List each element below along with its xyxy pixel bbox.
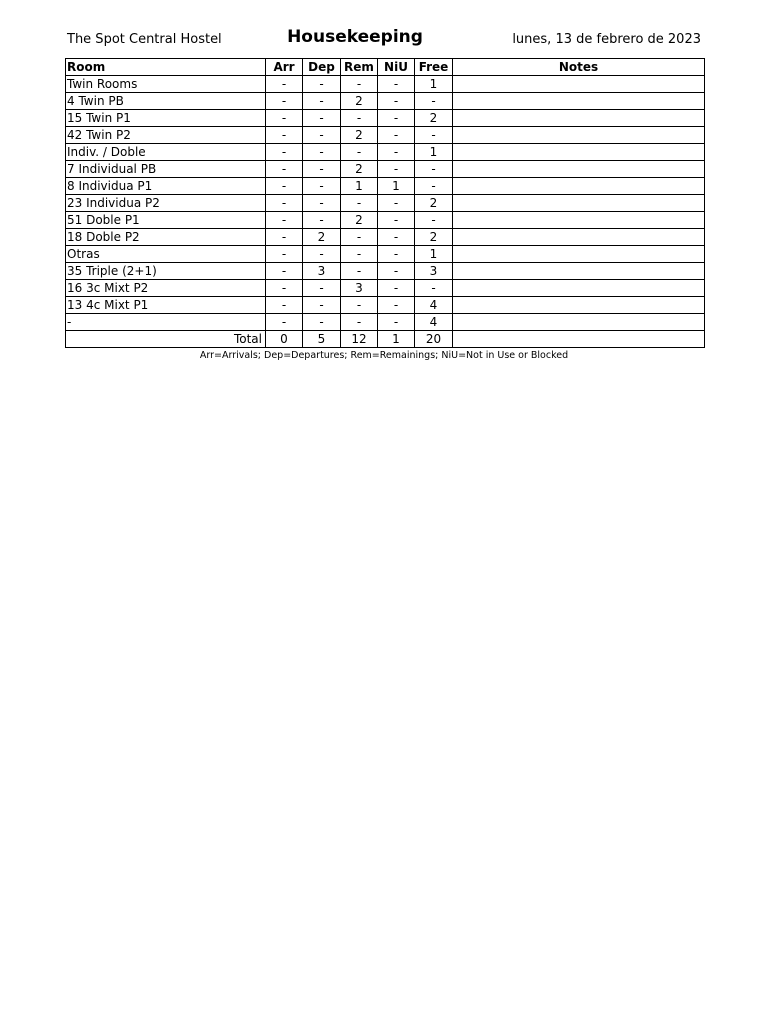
dep-cell: - [303,314,341,331]
dep-cell: - [303,161,341,178]
room-cell: Twin Rooms [66,76,266,93]
table-row [66,263,705,280]
table-row [66,314,705,331]
rem-cell: 3 [341,280,378,297]
rem-cell: - [341,110,378,127]
niu-cell: - [378,246,415,263]
table-row [66,161,705,178]
free-cell: 4 [415,297,453,314]
table-row [66,297,705,314]
free-cell: 1 [415,76,453,93]
notes-cell [453,178,705,195]
niu-cell: - [378,195,415,212]
niu-cell: - [378,161,415,178]
rem-cell: - [341,297,378,314]
column-header-free: Free [415,59,453,76]
room-cell: Otras [66,246,266,263]
rem-cell: - [341,229,378,246]
arr-cell: - [266,246,303,263]
free-cell: 1 [415,144,453,161]
table-row [66,178,705,195]
arr-cell: - [266,195,303,212]
dep-cell: - [303,144,341,161]
rem-cell: - [341,195,378,212]
column-header-notes: Notes [453,59,705,76]
free-cell: - [415,178,453,195]
dep-cell: - [303,297,341,314]
notes-cell [453,144,705,161]
free-cell: 2 [415,229,453,246]
rem-cell: 2 [341,127,378,144]
total-arr: 0 [266,331,303,348]
arr-cell: - [266,161,303,178]
arr-cell: - [266,229,303,246]
notes-cell [453,263,705,280]
notes-cell [453,93,705,110]
table-row [66,93,705,110]
notes-cell [453,229,705,246]
table-row [66,144,705,161]
free-cell: - [415,161,453,178]
dep-cell: - [303,127,341,144]
room-cell: 16 3c Mixt P2 [66,280,266,297]
table-header-row [66,59,705,76]
total-label: Total [66,331,266,348]
arr-cell: - [266,76,303,93]
rem-cell: - [341,314,378,331]
free-cell: 1 [415,246,453,263]
arr-cell: - [266,127,303,144]
table-row [66,76,705,93]
dep-cell: - [303,195,341,212]
housekeeping-table [65,58,705,348]
free-cell: 2 [415,110,453,127]
arr-cell: - [266,178,303,195]
dep-cell: - [303,110,341,127]
room-cell: 4 Twin PB [66,93,266,110]
rem-cell: 2 [341,93,378,110]
column-header-niu: NiU [378,59,415,76]
notes-cell [453,280,705,297]
niu-cell: - [378,93,415,110]
dep-cell: - [303,246,341,263]
niu-cell: - [378,127,415,144]
column-header-rem: Rem [341,59,378,76]
rem-cell: - [341,263,378,280]
arr-cell: - [266,314,303,331]
room-cell: Indiv. / Doble [66,144,266,161]
table-row [66,280,705,297]
arr-cell: - [266,263,303,280]
dep-cell: - [303,212,341,229]
notes-cell [453,127,705,144]
room-cell: 18 Doble P2 [66,229,266,246]
column-header-arr: Arr [266,59,303,76]
legend: Arr=Arrivals; Dep=Departures; Rem=Remainings; NiU=Not in Use or Blocked [199,350,569,361]
niu-cell: - [378,229,415,246]
niu-cell: - [378,280,415,297]
notes-cell [453,195,705,212]
niu-cell: - [378,314,415,331]
dep-cell: - [303,178,341,195]
room-cell: 35 Triple (2+1) [66,263,266,280]
room-cell: 42 Twin P2 [66,127,266,144]
room-cell: 8 Individua P1 [66,178,266,195]
dep-cell: - [303,93,341,110]
niu-cell: - [378,297,415,314]
arr-cell: - [266,144,303,161]
notes-cell [453,212,705,229]
arr-cell: - [266,280,303,297]
free-cell: 4 [415,314,453,331]
arr-cell: - [266,93,303,110]
free-cell: 3 [415,263,453,280]
total-free: 20 [415,331,453,348]
table-row [66,110,705,127]
niu-cell: 1 [378,178,415,195]
page-title: Housekeeping [287,27,423,47]
total-rem: 12 [341,331,378,348]
rem-cell: 1 [341,178,378,195]
niu-cell: - [378,263,415,280]
room-cell: 15 Twin P1 [66,110,266,127]
arr-cell: - [266,212,303,229]
column-header-dep: Dep [303,59,341,76]
total-row [66,331,705,348]
rem-cell: - [341,246,378,263]
free-cell: 2 [415,195,453,212]
dep-cell: - [303,280,341,297]
room-cell: 13 4c Mixt P1 [66,297,266,314]
rem-cell: - [341,76,378,93]
total-dep: 5 [303,331,341,348]
hotel-name: The Spot Central Hostel [67,32,222,47]
column-header-room: Room [66,59,266,76]
notes-cell [453,314,705,331]
table-row [66,246,705,263]
free-cell: - [415,212,453,229]
table-row [66,127,705,144]
notes-cell [453,161,705,178]
notes-cell [453,246,705,263]
room-cell: 7 Individual PB [66,161,266,178]
niu-cell: - [378,144,415,161]
room-cell: - [66,314,266,331]
notes-cell [453,297,705,314]
rem-cell: 2 [341,161,378,178]
arr-cell: - [266,297,303,314]
notes-cell [453,76,705,93]
niu-cell: - [378,110,415,127]
table-row [66,229,705,246]
free-cell: - [415,93,453,110]
rem-cell: - [341,144,378,161]
free-cell: - [415,280,453,297]
table-body [66,76,705,331]
dep-cell: - [303,76,341,93]
niu-cell: - [378,76,415,93]
notes-cell [453,110,705,127]
dep-cell: 3 [303,263,341,280]
table-row [66,212,705,229]
free-cell: - [415,127,453,144]
room-cell: 23 Individua P2 [66,195,266,212]
room-cell: 51 Doble P1 [66,212,266,229]
dep-cell: 2 [303,229,341,246]
report-date: lunes, 13 de febrero de 2023 [512,32,701,47]
rem-cell: 2 [341,212,378,229]
total-niu: 1 [378,331,415,348]
table-row [66,195,705,212]
total-notes [453,331,705,348]
arr-cell: - [266,110,303,127]
niu-cell: - [378,212,415,229]
